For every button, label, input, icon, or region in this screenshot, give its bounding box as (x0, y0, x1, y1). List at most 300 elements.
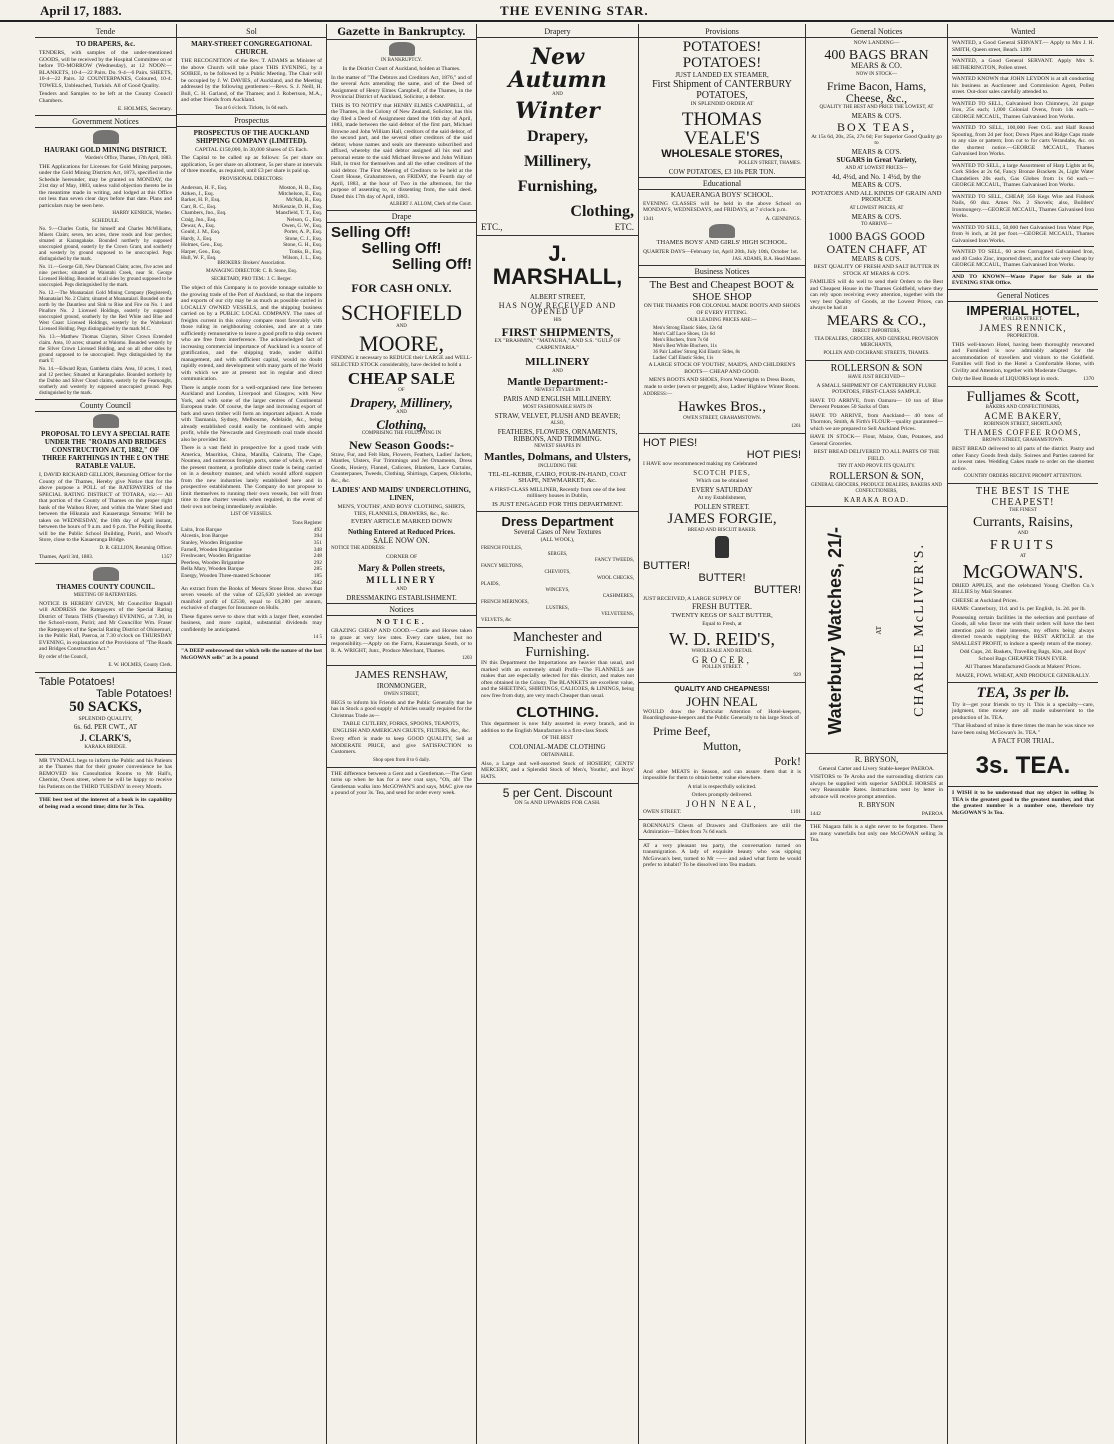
boot-prices-list (643, 326, 801, 362)
newest-styles: NEWEST STYLES IN (534, 388, 581, 394)
neal-name-2: JOHN NEAL, (686, 798, 758, 809)
best-bread-body: BEST BREAD delivered to all parts of the district. Pastry and other Fancy Goods fresh daily. Soirees and Parties catered for at lowest rates. Wedding Cakes made to order on the shortest notice. (952, 446, 1094, 472)
best-bread: BEST BREAD DELIVERED TO ALL PARTS OF THE FIELD. (813, 449, 940, 462)
proposal-sign: D. R. GELLION, Returning Officer. (99, 545, 172, 551)
proposal-body: I, DAVID RICKARD GELLION, Returning Officer for the County of the Thames, Hereby give Notice that for the above purpose a POLL of the RATEPAYERS of the SPECIAL RATING DISTRICT of TOTARA, viz:— All that portion of the County of Thames on the proper right bank of the Waihou River, and within the Water Shed and between the Hikutaia and Kauaeranga Streams: Will be taken on WEDNESDAY, the 18th day of April instant, between the hours of 9 a.m. and 6 p.m. The Polling Booths will be the Public School Building, Puriri, and Wood's Store, close to the Kauaeranga Bridge. (39, 472, 172, 543)
sugars: SUGARS in Great Variety, (836, 156, 917, 165)
vessel-name: Alcestis, Iron Barque (181, 533, 228, 540)
and-label-3: AND (396, 586, 407, 592)
boot-subtitle: ON THE THAMES FOR COLONIAL MADE BOOTS AND SHOES OF EVERY FITTING. (643, 303, 801, 316)
column-5 (639, 24, 806, 1444)
roennau-ad: ROENNAU'S Chests of Drawers and Chiffoniers are still the Admiration—Tables from 7s 6d each. (643, 822, 801, 836)
objects-body-2: There is ample room for a well-organised new line between Auckland and London, Liverpool and Glasgow, with New York, and with some of the larger centres of Continental European trade. Of course, the large and increasing export of bark and sawn timber will form an important adjunct. A trade with Tasmania, Sydney, Melbourne, Adelaide, &c., being already established could easily be continued with ample profit, while the Newcastle and Greymouth coal trade should also be provided for. (181, 384, 322, 443)
sugar-prices: 4d, 4½d, and No. 1 4½d, by the (832, 172, 921, 181)
section-county-council: County Council (35, 399, 176, 412)
column-2 (177, 24, 327, 1444)
vessel-name: Freshwater, Wooden Brigantine (181, 553, 251, 560)
pies-pollen-street: POLLEN STREET. (694, 502, 750, 511)
prospectus-title: PROSPECTUS OF THE AUCKLAND SHIPPING COMPANY (LIMITED). (193, 128, 310, 145)
fabric-item: CHEVIOTS, (544, 569, 571, 575)
mears-2: MEARS & CO'S. (851, 111, 902, 120)
families-notice: FAMILIES will do well to send their Orders to the Best and Cheapest House in the Thames Goldfield, where they can rely upon receiving every attention, together with the very best Quality of Goods, at the Lowest Prices, can always be had at (810, 279, 943, 312)
grazing-notice: GRAZING CHEAP AND GOOD.—Cattle and Horses taken to graze at very low rates. Every care taken, but no responsibility.—Apply on the Farm, Kauaeranga South, or to R. A. WRIGHT, Junr., Produce Merchant, Thames. (331, 628, 472, 654)
best-is-cheapest: THE BEST IS THE CHEAPEST! (975, 486, 1071, 508)
fabric-item: FANCY TWEEDS, (594, 557, 634, 563)
marshall-name: J. MARSHALL, (492, 240, 623, 289)
director-name: Hull, W. F., Esq. (181, 254, 217, 261)
wanted-ad: WANTED, a Good General SERVANT.— Apply to Mrs J. H. SMITH, Queen street, Beach. 1399 (952, 40, 1094, 56)
capital-body: The Capital to be called up as follows: 5s per share on application, 5s per share on allotment, 5s per share at intervals of three months, as required, until £3 per share is paid up. (181, 155, 322, 174)
engaged: IS JUST ENGAGED FOR THIS DEPARTMENT. (492, 500, 623, 508)
director-name: Holmes, Geo., Esq. (181, 242, 223, 249)
potatoes-quality: SPLENDID QUALITY, (78, 715, 133, 722)
bryson-number: 1442 (810, 810, 821, 817)
grocer: GROCER, (692, 654, 752, 665)
scotch-pies: SCOTCH PIES, (693, 468, 751, 477)
have-just-received: HAVE JUST RECEIVED— (848, 374, 905, 380)
section-government: Government Notices (35, 115, 176, 128)
secretary: SECRETARY, PRO TEM.: J. C. Berger. (211, 277, 292, 283)
royal-crest-icon (93, 130, 119, 144)
vessel-name: Energy, Wooden Three-masted Schooner (181, 572, 271, 579)
obtained: Which can be obtained (696, 478, 748, 485)
director-name: Tonks, B., Esq. (289, 248, 322, 255)
wholesale-stores: WHOLESALE STORES, (661, 148, 783, 161)
renshaw-effort: Every effort is made to keep GOOD QUALITY, Sell at MODERATE PRICE, and give SATISFACTION to Customers. (331, 736, 472, 756)
renshaw-name: JAMES RENSHAW, (355, 669, 448, 682)
capital: CAPITAL £150,000, In 30,000 Shares of £5 Each. (195, 146, 308, 153)
selling-off-1: Selling Off! (331, 224, 411, 241)
director-name: Owen, G. W., Esq. (281, 222, 322, 229)
tea-party-ad: AT a very pleasant tea party, the conversation turned on transmigration. A lady of exquisite beauty who was sipping McGowan's best, turned to Mr —— and asked what form he would prefer to inhabit? To be dissolved into Tea madam. (643, 842, 801, 869)
veale-address: POLLEN STREET, THAMES. (738, 160, 801, 166)
fabric-item: WINCEYS, (545, 587, 570, 593)
moore: MOORE, (359, 330, 444, 356)
director-name: Nelson, G., Esq. (286, 216, 322, 223)
wholesale-retail: WHOLESALE AND RETAIL (691, 648, 753, 654)
brown-street: BROWN STREET, GRAHAMSTOWN. (982, 438, 1064, 444)
butter-3: BUTTER! (753, 583, 801, 596)
bryson-name: R. BRYSON, (854, 755, 899, 765)
at-establishment: At my Establishment, (697, 495, 747, 502)
drapers-sign: E. HOLMES, Secretary. (117, 106, 172, 112)
vessels-head: Tons Register (292, 520, 322, 527)
wanted-ad: WANTED, a Good General SERVANT. Apply Mrs S. HETHERINGTON, Pollen street. (952, 58, 1094, 74)
imperial-street: POLLEN STREET. (1003, 317, 1043, 323)
tel-el-kebir: TEL-EL-KEBIR, CAIRO, FOUR-IN-HAND, COAT SHAPE, NEWMARKET, &c. (488, 470, 627, 485)
fabrics-list (481, 546, 634, 624)
hot-pies-1: HOT PIES! (643, 437, 698, 450)
director-name: Stone, C. J., Esq. (285, 235, 322, 242)
obtainable: OBTAINABLE. (541, 752, 574, 758)
mens-clothing: MEN'S, YOUTHS', AND BOYS' CLOTHING, SHIRTS, TIES, FLANNELS, DRAWERS, &c., &c. (337, 504, 466, 517)
all-things: All Thames Manufactured Goods at Makers' Prices. (964, 664, 1081, 671)
extract: An extract from the Books of Messrs Stone Bros. shows that seven vessels of the value of £25,630 yielded an average manifold profit of £2530, equal to £6,280 per annum, exclusive of charges for Insurance on Hulls. (181, 585, 322, 612)
gazette-title: Gazette in Bankruptcy. (327, 26, 476, 40)
mutton: Mutton, (702, 738, 742, 753)
director-name: McKenzie, D. H., Esq. (272, 203, 322, 210)
masthead (0, 0, 1114, 22)
vessel-tons: 248 (313, 553, 322, 560)
royal-crest-icon (93, 567, 119, 581)
country-orders: COUNTRY ORDERS RECEIVE PROMPT ATTENTION. (963, 474, 1083, 480)
wanted-ad: WANTED TO SELL, 60 acres Corrugated Galvanised Iron, and 40 Casks Zinc, imported direct, and for sale very Cheap by GEORGE MCCAUL, Thames Galvanised Iron Works. (952, 249, 1094, 272)
section-provisions: Provisions (639, 26, 805, 38)
direct-importers: DIRECT IMPORTERS, (852, 329, 901, 335)
schedule-item: No. 14.—Edward Ryan, Gambetta claim. Area, 10 acres, 1 rood, and 12 perches; Situated at Karangahake. Bounded northerly by the Dubbo and Silver Cloud claims, easterly by the Fearnought, southerly and westerly by supposed unoccupied ground. Pegs distinguished by the mark. (39, 367, 172, 396)
oaten-chaff: 1000 BAGS GOOD OATEN CHAFF, AT (826, 229, 927, 257)
try-it: TRY IT AND PROVE ITS QUALITY. (837, 464, 916, 470)
schedule-heading: SCHEDULE. (91, 219, 120, 224)
fabric-item: CASHMERES, (602, 593, 634, 599)
address-label: ADDRESS:— (643, 392, 673, 398)
robinson-street: ROBINSON STREET, SHORTLAND; (983, 421, 1063, 427)
vessel-name: Stanley, Wooden Brigantine (181, 539, 243, 546)
vessel-row (181, 573, 322, 580)
director-name: Mansfield, T. T., Esq. (275, 210, 322, 217)
dressmaking: DRESSMAKING ESTABLISHMENT. (346, 593, 457, 602)
several-cases: Several Cases of New Textures (513, 527, 602, 536)
rennick-name: JAMES RENNICK, (979, 323, 1067, 334)
objects-body: The object of this Company is to provide tonnage suitable to the growing trade of the Port of Auckland, so that the imports and exports of our city may be as much as possible carried in LOCALLY OWNED VESSELS, and the shipping business carried on by a PUBLIC LOCAL COMPANY. The rates of freights current in this colony compare most favorably with those ruling in neighbouring colonies, and are at a rate sufficiently remunerative to leave a good profit to ship owners who are free from interference. The acknowledged fact of increasing commercial importance of Auckland is a source of gratification, and the shipping trade, under skilful management, and with sufficient capital, would no doubt rapidly extend, and development with many parts of the World with which we are at present not in regular and direct communication. (181, 285, 322, 383)
fabric-item: FANCY MELTONS, (481, 563, 523, 569)
deep-tint-ad: "A DEEP embrowned tint which tells the nature of the last McGOWAN sells" at 3s a pound (181, 648, 322, 661)
also-label: ALSO, (550, 421, 565, 427)
has-now-received: HAS NOW RECEIVED AND OPENED UP (498, 300, 617, 317)
potatoes-2: POTATOES, (696, 89, 748, 101)
waste-paper: AND TO KNOWN—Waste Paper for Sale at the EVENING STAR Office. (952, 273, 1094, 286)
director-name: McNab, R., Esq. (286, 197, 322, 204)
fabric-item: SERGES, (547, 551, 568, 557)
director-name: Hardy, J., Esq. (181, 235, 213, 242)
drapery-millinery: Drapery, Millinery, (350, 394, 453, 410)
orders-delivered: Orders promptly delivered. (691, 792, 753, 799)
section-general-notices-2: General Notices (948, 289, 1098, 302)
section-general-notices: General Notices (806, 26, 947, 38)
bankruptcy-notify: THIS IS TO NOTIFY that HENRY ELMES CAMPBELL, of the Thames, in the Colony of New Zealand, Solicitor, has this day filed a Deed of Assignment dated the 16th day of April, 1883, made between the said debtor of the first part, Michael Browne and John William Hall, creditors of the said debtor, of the second part, and the several other creditors of the said debtor, whose names and seals are thereunto subscribed and affixed, whereby the said debtor assigned all his real and personal estate to the said Michael Browne and John William Hall, in trust for themselves and all the other creditors of the said debtor. The First Meeting of Creditors to be held at the Court House, Grahamstown, on FRIDAY, the Fourth day of April, 1883, at the hour of Two in the afternoon, for the purpose of assenting to, or dissenting from, the said deed. Dated this 17th day of April, 1883. (331, 102, 472, 200)
wanted-list (952, 40, 1094, 272)
fabric-item: VELVETEENS, (601, 611, 634, 617)
mears-5: MEARS & CO'S. (851, 212, 902, 221)
millinery-label: MILLINERY (366, 574, 437, 585)
discount-terms: ON 5s AND UPWARDS FOR CASH. (514, 799, 601, 806)
quarter-days: QUARTER DAYS—February 1st, April 20th, July 10th, October 1st. (643, 248, 799, 255)
trial-solicited: A trial is respectfully solicited. (687, 783, 757, 790)
clark-name: J. CLARK'S, (79, 732, 132, 743)
clark-place: KARAKA BRIDGE. (84, 744, 127, 750)
director-name: Carr, R. C., Esq. (181, 203, 217, 210)
charlie-mcliver: CHARLIE McLIVER'S. (912, 543, 928, 718)
lowest-prices-at: AT LOWEST PRICES, AT (849, 205, 904, 211)
potatoes-grain: POTATOES AND ALL KINDS OF GRAIN AND PRODUCE (811, 189, 942, 204)
feathers: FEATHERS, FLOWERS, ORNAMENTS, RIBBONS, AND TRIMMING. (497, 428, 618, 443)
royal-crest-icon (93, 414, 119, 428)
twenty-kegs: TWENTY KEGS OF SALT BUTTER, (671, 611, 773, 619)
waterbury-watches-ad (810, 510, 943, 750)
butter-1: BUTTER! (643, 559, 691, 572)
boot-price-item: Men's Bluchers, from 7s 6d (653, 338, 709, 344)
thames-high-school: THAMES BOYS' AND GIRLS' HIGH SCHOOL. (656, 239, 788, 247)
tyndall-notice: MR TYNDALL begs to inform the Public and his Patients at the Thames that for their greater convenience he has REMOVED his Consultation Rooms to Mr Hall's, Chemist, Owen street, where he will be happy to receive his Patients on the THIRD TUESDAY in every Month. (39, 757, 172, 790)
newest-shapes: NEWEST SHAPES IN (534, 444, 581, 450)
hauraki-title: HAURAKI GOLD MINING DISTRICT. (44, 145, 167, 154)
schofield: SCHOFIELD (340, 299, 462, 325)
winter: Winter (515, 98, 600, 125)
tcc-subtitle: MEETING OF RATEPAYERS. (73, 592, 138, 598)
hawkes-name: Hawkes Bros., (678, 399, 766, 416)
table-potatoes-heading-2: Table Potatoes! (96, 687, 172, 700)
boot-price-item: Ladies' Calf Elastic Sides, 11s (653, 356, 714, 362)
clothing-heading: Clothing, (570, 202, 634, 220)
every-saturday: EVERY SATURDAY (691, 485, 753, 494)
schedule-item: No. 12.—The Moanataiari Gold Mining Company (Registered), Moanataiari No. 2 Claim; situated at Moanataiari. Bounded on the north by the Dauntless and Sink to Rise and Fire on No. 1 and Pinafore No. 2 Licensed Holdings, easterly by supposed unoccupied ground, southerly by the Red White and Blue and West Coast Licensed Holdings, westerly by the Waitekauri Licensed Holding. Pegs distinguished by the mark M.C. (39, 291, 172, 332)
straw-velvet: STRAW, VELVET, PLUSH AND BEAVER; (494, 411, 621, 420)
vessel-row (181, 553, 322, 560)
kauaeranga-sign: A. GENNINGS. (765, 215, 801, 222)
just-received: JUST RECEIVED, A LARGE SUPPLY OF (643, 595, 741, 602)
wanted-ad: WANTED TO SELL, 100,000 Feet O.G. and Half Round Spouting, from 2d per foot; Down Pipes and Ridge Caps made to any size or pattern; Iron cut to for carts Verandahs, &c. on the shortest notice.—GEORGE MCCAUL, Thames Galvanised Iron Works. (952, 125, 1094, 161)
pies-body: I HAVE now recommenced making my Celebrated (643, 461, 758, 468)
drapery-heading: Drapery, (527, 128, 588, 146)
of-label: OF (398, 387, 405, 393)
wanted-ad: WANTED TO SELL, a large Assortment of Harp Lights at 6s, Cork Slides at 2s 6d, Fancy Bronze Brackets 2s, Light Water Chandeliers 20s each, Gas Globes from 1s 6d each.—GEORGE MCCAUL, Thames Galvanised Iron Works. (952, 163, 1094, 192)
fashionable-hats: MOST FASHIONABLE HATS IN (522, 404, 593, 410)
and-label: AND (552, 92, 563, 98)
fabric-item: PLAIDS, (481, 581, 500, 587)
neal-number: 1101 (790, 809, 801, 816)
church-body: THE RECOGNITION of the Rev. T. ADAMS as Minister of the above Church will take place THIS EVENING, by a SOIREE, to be followed by a Public Meeting. The Chair will be occupied by J. W. DAVIES, of Auckland, and the Meeting addressed by the following gentlemen:—Revs. S. J. Neill, H. Bull, C. H. Garland, of the Thames; and J. Robertson, M.A., and other friends from Auckland. (181, 58, 322, 103)
mears-4: MEARS & CO'S. (851, 181, 902, 190)
moore-body: FINDING it necessary to REDUCE their LARGE and WELL-SELECTED STOCK considerably, have decided to hold a (331, 355, 472, 368)
pointing-hand-icon (715, 536, 729, 558)
brokers: BROKERS: Brokers' Association. (217, 261, 286, 267)
bryson-subtitle: General Carter and Livery Stable-keeper PAEROA. (818, 765, 935, 772)
potatoes-heading: POTATOES! POTATOES! (682, 39, 762, 71)
best-test-ad: THE best test of the interest of a book is its capability of being read a second time; ditto for 3s Tea. (39, 797, 172, 810)
section-prospectus: Prospectus (177, 114, 326, 127)
now-in-stock: NOW IN STOCK— (856, 71, 897, 77)
niagara-ad: THE Niagara falls is a sight never to be forgotten. There are many waterfalls but only one McGOWAN selling 3s Tea. (810, 824, 943, 844)
discount: 5 per Cent. Discount (502, 786, 613, 801)
ladies-underclothing: LADIES' AND MAIDS' UNDERCLOTHING, LINEN, (332, 486, 471, 503)
mears-6: MEARS & CO'S. (851, 254, 902, 263)
column-6 (806, 24, 948, 1444)
gent-difference-ad: THE difference between a Gent and a Gentleman.—The Gent turns up when he has for a new coat says, "Oh, ah! The Gentleman walks into McGOWAN'S and says, MAC give me a pound of your 3s. Tea, and send for order every week. (331, 770, 472, 797)
bryson-visitors: VISITORS to Te Aroha and the surrounding districts can always be supplied with superior SADDLE HORSES at very Reasonable Rates. Instructions sent by letter in advance will receive prompt attention. (810, 774, 943, 800)
vessel-tons: 285 (313, 566, 322, 573)
husband-quote: "That Husband of mine is three times the man he was since we have been using McGowan's 3s. TEA." (952, 723, 1094, 736)
large-stock: A LARGE STOCK OF YOUTHS', MAID'S, AND CHILDREN'S BOOTS— CHEAP AND GOOD. (648, 362, 796, 375)
director-name: Craig, Jno., Esq. (181, 216, 217, 223)
lowest-prices: AND AT LOWEST PRICES— (845, 165, 908, 171)
imperial-body: THIS well-known Hotel, having been thoroughly renovated and Furnished is now admirably adapted for the accommodation of travellers and visitors to the Goldfield. Families will find in the Hotel a Comfortable Home, with Civility and Attention, together with Moderate Charges. (952, 341, 1094, 374)
imperial-hotel: IMPERIAL HOTEL, (966, 302, 1080, 318)
neal-meats: And other MEATS in Season, and can assure them that it is impossible for them to obtain better value elsewhere. (643, 768, 801, 782)
boot-price-item: Men's Best White Bluchers, 11s (653, 344, 717, 350)
etc-2: ETC. (614, 222, 634, 233)
box-teas: BOX TEAS, (836, 120, 917, 135)
all-wool: (ALL WOOL), (540, 537, 575, 544)
to-arrive: TO ARRIVE— (860, 222, 893, 228)
and-label: AND (396, 323, 407, 329)
renshaw-hours: Shop open from 8 to 6 daily. (372, 757, 431, 763)
vessel-tons: 348 (313, 546, 322, 553)
mantle-department: Mantle Department:- (507, 375, 608, 388)
director-name: Porter, A. P., Esq. (284, 229, 322, 236)
quality-cheapness: QUALITY AND CHEAPNESS! (674, 686, 770, 694)
section-business: Business Notices (639, 265, 805, 278)
vessel-tons: 292 (313, 559, 322, 566)
waterbury-at: AT (874, 626, 883, 635)
newspaper-title: THE EVENING STAR. (500, 3, 649, 18)
acme-bakery: ACME BAKERY, (984, 411, 1062, 422)
dried-apples: DRIED APPLES, and the celebrated Young Cheffon Co.'s JELLIES by Mail Steamer. (952, 582, 1094, 596)
every-article: EVERY ARTICLE MARKED DOWN (350, 518, 453, 526)
splendid-order: IN SPLENDID ORDER AT (690, 101, 754, 107)
odd-cups: Odd Cups, 2d. Baskets, Travelling Bags, Kits, and Boys' School Bags CHEAPER THAN EVER. (959, 649, 1087, 662)
bryson-place: PAEROA (921, 810, 943, 817)
general-grocers: GENERAL GROCERS, PRODUCE DEALERS, BAKERS AND CONFECTIONERS, (810, 482, 943, 494)
directors-heading: PROVISIONAL DIRECTORS: (219, 176, 284, 182)
director-name: Anderson, H. F., Esq. (181, 184, 228, 191)
at-label: AT (1019, 553, 1027, 559)
clothing-body: This department is now fully assorted in every branch, and in addition to the English Manufacture is a first-class Stock (481, 721, 634, 734)
selling-off-3: Selling Off! (392, 255, 472, 273)
proposal-title: PROPOSAL TO LEVY A SPECIAL RATE UNDER THE "ROADS AND BRIDGES CONSTRUCTION ACT, 1882," OF THREE FARTHINGS IN THE £ ON THE RATABLE VALUE. (41, 430, 170, 470)
vessel-name: Farnell, Wooden Brigantine (181, 546, 243, 553)
fabric-item: WOOL CHECKS, (596, 575, 634, 581)
director-name: Dewar, A., Esq. (181, 222, 215, 229)
church-tea: Tea at 6 o'clock. Tickets, 1s 6d each. (214, 105, 289, 111)
drapers-footer: Tenders and Samples to be left at the County Council Chambers. (39, 91, 172, 104)
director-name: Stone, G. H., Esq. (283, 242, 322, 249)
possessing: Possessing certain facilities in the selection and purchase of Goods, all who favor me with their orders will have the best attention paid to their interests, my efforts being always directed towards supplying the BEST ARTICLE at the SMALLEST PROFIT, to induce a speedy return of the money. (952, 614, 1094, 647)
his-label: HIS (553, 317, 562, 323)
grazing-number: 1203 (462, 656, 472, 662)
fact-for-trial: A FACT FOR TRIAL. (991, 737, 1055, 746)
ham-prices: HAMS: Canterbury, 11d. and 1s. per English, 1s. 2d. per lb. (952, 606, 1086, 613)
royal-crest-icon (389, 42, 415, 56)
vessels-list (181, 527, 322, 580)
forgie-name: JAMES FORGIE, (667, 511, 777, 528)
manchester-body: IN this Department the Importations are heavier than usual, and marked with an extremely small Profit—The FLANNELS are makes that are especially selected for this district, and makes not often obtained in the Colony. The BLANKETS are excellent value, and the SHEETING, SHIRTINGS, CALICOES, & LININGS, being now free from duty, are very much Cheaper than usual. (481, 660, 635, 699)
sale-now-on: SALE NOW ON. (373, 535, 430, 545)
director-name: Gould, J. M., Esq. (181, 229, 221, 236)
clothing: Clothing, (376, 416, 427, 432)
schedule-item: No. 13.—Matthew Thomas Clayton, Silver Crown Extended claim. Area, 10 acres; situated at Waiomo. Bounded westerly by the Silver Crown Licensed Holding, and on all other sides by ground supposed to be unoccupied. Pegs distinguished by the mark T. (39, 335, 172, 364)
liquors: Only the Best Brands of LIQUORS kept in stock. (952, 376, 1060, 383)
wanted-ad: WANTED TO SELL, Galvanised Iron Chimneys, 24 guage Iron, 25s each; 1,000 Colonial Ovens, from 14s each.— GEORGE MCCAUL, Thames Galvanised Iron Works. (952, 101, 1094, 124)
tcc-title: THAMES COUNTY COUNCIL. (56, 582, 155, 591)
boot-price-item: Men's Strong Elastic Sides, 12s 6d (653, 326, 723, 332)
equal-to-fresh: Equal to Fresh, at (702, 621, 742, 628)
proprietor: PROPRIETOR. (1007, 333, 1039, 339)
section-drapery-2: Drapery (477, 26, 638, 38)
boot-price-item: Men's Calf Lace Shoes, 12s 6d (653, 332, 715, 338)
issue-date: April 17, 1883. (40, 3, 122, 18)
neal-name: JOHN NEAL (686, 694, 758, 710)
objects-body-3: There is a vast field in prospective for a good trade with America, Mauritius, China, Manilla, Calcutta, The Cape, Noumea, and numerous foreign ports, some of which, even at the present moment, a profitable direct trade is being carried on in a desultory manner, and which would afford support from the new industries lately established here and in prospective establishment. The Company do not propose to limit themselves to running their own vessels, but will from time to time charter vessels when required, in the event of their own not being immediately available. (181, 445, 322, 510)
directors-list (181, 185, 322, 262)
hauraki-sign: HARRY KENRICK, Warden. (112, 211, 172, 216)
and-label-2: AND (396, 409, 407, 415)
neal-street: OWEN STREET. (643, 809, 682, 816)
furnishing-heading: Furnishing, (517, 177, 598, 195)
fabric-item: FRENCH MERINOES, (481, 599, 529, 605)
wanted-ad: WANTED TO SELL, CHEAP, 350 Kegs Wire and Fishook Nails, 60 doz. Ames No. 2 Shovels; also, Builders' Ironmongery.—GEORGE MCCAUL, Thames Galvanised Iron Works. (952, 194, 1094, 223)
drapers-title: TO DRAPERS, &c. (76, 40, 135, 48)
section-social: Sol (177, 26, 326, 38)
liquors-number: 1370 (1083, 376, 1094, 383)
column-7 (948, 24, 1098, 1444)
comprising: COMPRISING THE FOLLOWING IN (361, 431, 442, 437)
kauaeranga-title: KAUAERANGA BOYS' SCHOOL. (670, 191, 774, 200)
the-finest: THE FINEST (1009, 508, 1037, 514)
tea-price: TEA, 3s per lb. (976, 685, 1070, 702)
hosiery: Also, a Large and well-assorted Stock of HOSIERY, GENTS' MERCERY, and a Splendid Stock of Men's, Youths', and Boys' HATS. (481, 760, 634, 780)
proposal-number: 1357 (161, 553, 172, 560)
prime-beef: Prime Beef, (653, 723, 711, 738)
bakers-confectioners: BAKERS AND CONFECTIONERS, (985, 405, 1061, 411)
ironmonger: IRONMONGER, (376, 682, 427, 691)
maize-wheat: MAIZE, FOWL WHEAT, AND PRODUCE GENERALLY. (956, 672, 1090, 679)
boot-title: The Best and Cheapest BOOT & SHOE SHOP (649, 279, 795, 303)
notice-title: NOTICE. (376, 618, 427, 627)
including: INCLUDING THE (538, 463, 577, 469)
rollerson-name: ROLLERSON & SON (830, 363, 923, 375)
corner-of: CORNER OF (385, 554, 418, 561)
drapers-body: TENDERS, with samples of the under-mentioned GOODS, will be received by the Hospital Committee on or before TO-MORROW (Wednesday), at 12 NOON:— BLANKETS, 10-4—22 Pairs. Do. 9-4—6 Pairs. SHEETS, 10-4—22 Pairs. 32 COUNTERPANES, Coloured, 10-4. TOWELS, Unbleached, Turkish. All of Good Quality. (39, 50, 172, 89)
wanted-ad: WANTED KNOWN that JOHN LEYDON is at all conducting his business as Auctioneer and Commission Agent, Pollen street. Out-door sales carefully attended to. (952, 76, 1094, 99)
ex-ships: EX "BRAHMIN," "MATAURA," AND S.S. "GULF OF CARPENTARIA." (494, 338, 621, 351)
vessel-tons: 351 (313, 539, 322, 546)
colonial-made: COLONIAL-MADE CLOTHING (509, 743, 606, 752)
clothing-title: CLOTHING. (516, 704, 599, 722)
vessel-tons: 394 (313, 533, 322, 540)
fresh-butter: FRESH BUTTER. (691, 602, 752, 612)
kauaeranga-number: 1341 (643, 215, 654, 222)
director-name: Mitchelson, E., Esq. (278, 190, 322, 197)
cow-potatoes: COW POTATOES, £3 10s PER TON. (668, 167, 776, 176)
bankruptcy-heading: IN BANKRUPTCY. (380, 58, 423, 63)
reid-street: POLLEN STREET. (702, 665, 742, 671)
mens-boots: MEN'S BOOTS AND SHOES, From Watertights to Dress Boots, made to order (sewn or pegged); also, Ladies' Highlow Winter Boots. (644, 377, 800, 390)
column-1 (35, 24, 177, 1444)
director-name: Wilson, J. L., Esq. (282, 254, 322, 261)
fabric-item: FRENCH FOULES, (481, 545, 523, 551)
milliner: A FIRST-CLASS MILLINER, Recently from one of the best millinery houses in Dublin, (489, 486, 626, 500)
table-potatoes-heading: Table Potatoes! (39, 675, 115, 688)
mary-pollen: Mary & Pollen streets, (358, 562, 445, 573)
just-landed: JUST LANDED EX STEAMER, (675, 70, 769, 79)
hawkes-number: 1261 (791, 424, 801, 430)
pork: Pork! (774, 753, 801, 768)
mears-co: MEARS & CO., (826, 312, 927, 329)
nothing-entered: Nothing Entered at Reduced Prices. (348, 527, 455, 536)
vessel-row (181, 527, 322, 534)
first-shipments: FIRST SHIPMENTS, (501, 324, 614, 339)
first-shipment: First Shipment of CANTERBURY (652, 79, 792, 90)
rollerson-oamaru: HAVE TO ARRIVE, from Oamaru— 10 ton of Blue Derwent Potatoes 50 Sacks of Oats (810, 397, 943, 411)
bankruptcy-sign: ALBERT J. ALLOM, Clerk of the Court. (389, 202, 472, 207)
veale-name: THOMAS VEALE'S (681, 108, 763, 150)
karaka-road: KARAKA ROAD. (844, 495, 909, 504)
church-title: MARY-STREET CONGREGATIONAL CHURCH. (191, 40, 312, 56)
fabric-item: VELVETS, &c (481, 617, 512, 623)
of-the-best: OF THE BEST (542, 736, 573, 742)
mcgowans: McGOWAN'S. (962, 560, 1084, 583)
coffee-rooms: THAMES COFFEE ROOMS, (964, 427, 1082, 437)
